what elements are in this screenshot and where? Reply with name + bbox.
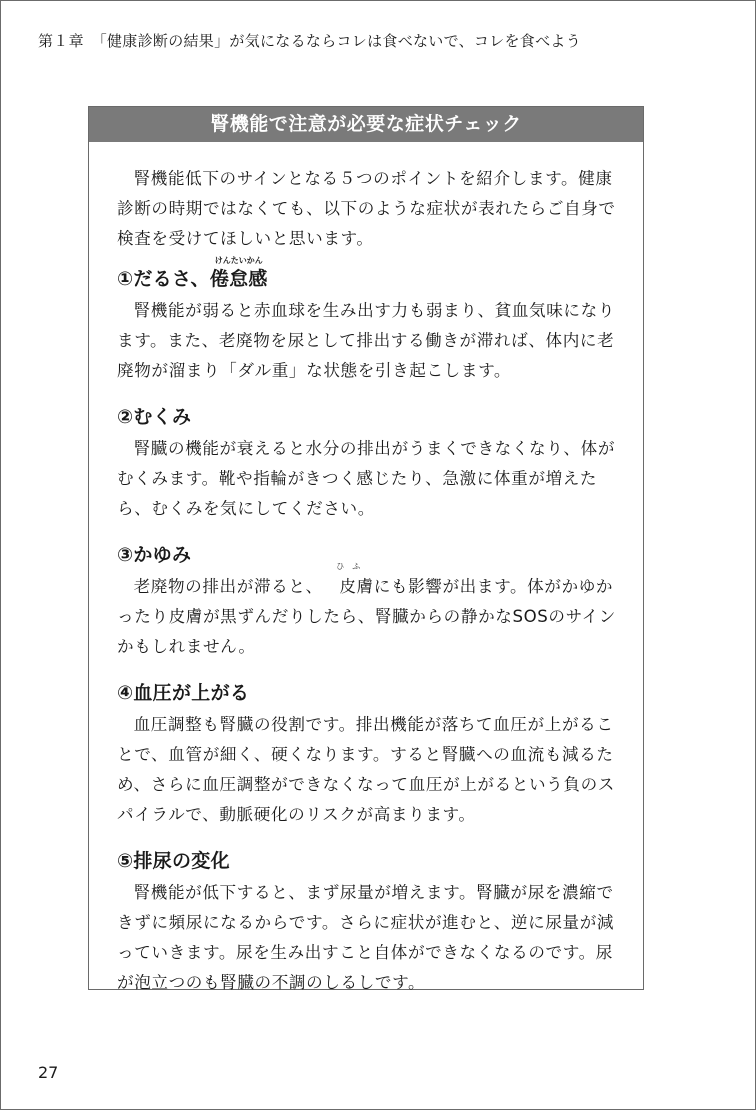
box-title: 腎機能で注意が必要な症状チェック bbox=[89, 107, 643, 142]
running-header: 第１章 「健康診断の結果」が気になるならコレは食べないで、コレを食べよう bbox=[38, 32, 582, 50]
ruby-base: 皮膚 bbox=[339, 577, 374, 596]
section-title: ⑤排尿の変化 bbox=[117, 850, 230, 872]
section-text: 血圧調整も腎臓の役割です。排出機能が落ちて血圧が上がることで、血管が細く、硬くなります。すると腎臓への血流も減るため、さらに血圧調整ができなくなって血圧が上がるという負のスパイラルで、動脈硬化のリスクが高まります。 bbox=[117, 715, 615, 824]
page-number: 27 bbox=[38, 1063, 59, 1082]
section-text: 腎機能が弱ると赤血球を生み出す力も弱まり、貧血気味になります。また、老廃物を尿として排出する働きが滞れば、体内に老廃物が溜まり「ダル重」な状態を引き起こします。 bbox=[117, 301, 616, 380]
section-text: 腎機能が低下すると、まず尿量が増えます。腎臓が尿を濃縮できずに頻尿になるからです。さらに症状が進むと、逆に尿量が減っていきます。尿を生み出すこと自体ができなくなるのです。尿が泡立つのも腎臓の不調のしるしです。 bbox=[117, 883, 615, 992]
section-text-before: 老廃物の排出が滞ると、 bbox=[133, 577, 323, 596]
ruby-word bbox=[209, 256, 268, 292]
section-title bbox=[117, 256, 619, 292]
section-title-prefix: ①だるさ、 bbox=[117, 268, 210, 290]
section-title: ④血圧が上がる bbox=[117, 682, 250, 704]
section-text-after: にも影響が出ます。体がかゆかったり皮膚が黒ずんだりしたら、腎臓からの静かなSOSのサインかもしれません。 bbox=[117, 577, 616, 656]
section-blood-pressure bbox=[117, 680, 619, 830]
ruby-word bbox=[323, 562, 374, 602]
intro-paragraph: 腎機能低下のサインとなる５つのポイントを紹介します。健康診断の時期ではなくても、以下のような症状が表れたらご自身で検査を受けてほしいと思います。 bbox=[117, 169, 616, 248]
section-text: 腎臓の機能が衰えると水分の排出がうまくできなくなり、体がむくみます。靴や指輪がきつく感じたり、急激に体重が増えたら、むくみを気にしてください。 bbox=[117, 439, 616, 518]
section-text bbox=[117, 562, 619, 662]
section-itching bbox=[117, 542, 619, 662]
section-title: ②むくみ bbox=[117, 406, 192, 428]
ruby-base: 倦怠感 bbox=[209, 268, 268, 290]
ruby-reading: ひ ふ bbox=[336, 562, 361, 571]
section-urination bbox=[117, 848, 619, 998]
section-swelling bbox=[117, 404, 619, 524]
symptom-check-box bbox=[88, 106, 644, 990]
section-title: ③かゆみ bbox=[117, 544, 192, 566]
section-fatigue bbox=[117, 256, 619, 386]
ruby-reading: けんたいかん bbox=[214, 256, 263, 265]
box-body bbox=[117, 142, 619, 998]
